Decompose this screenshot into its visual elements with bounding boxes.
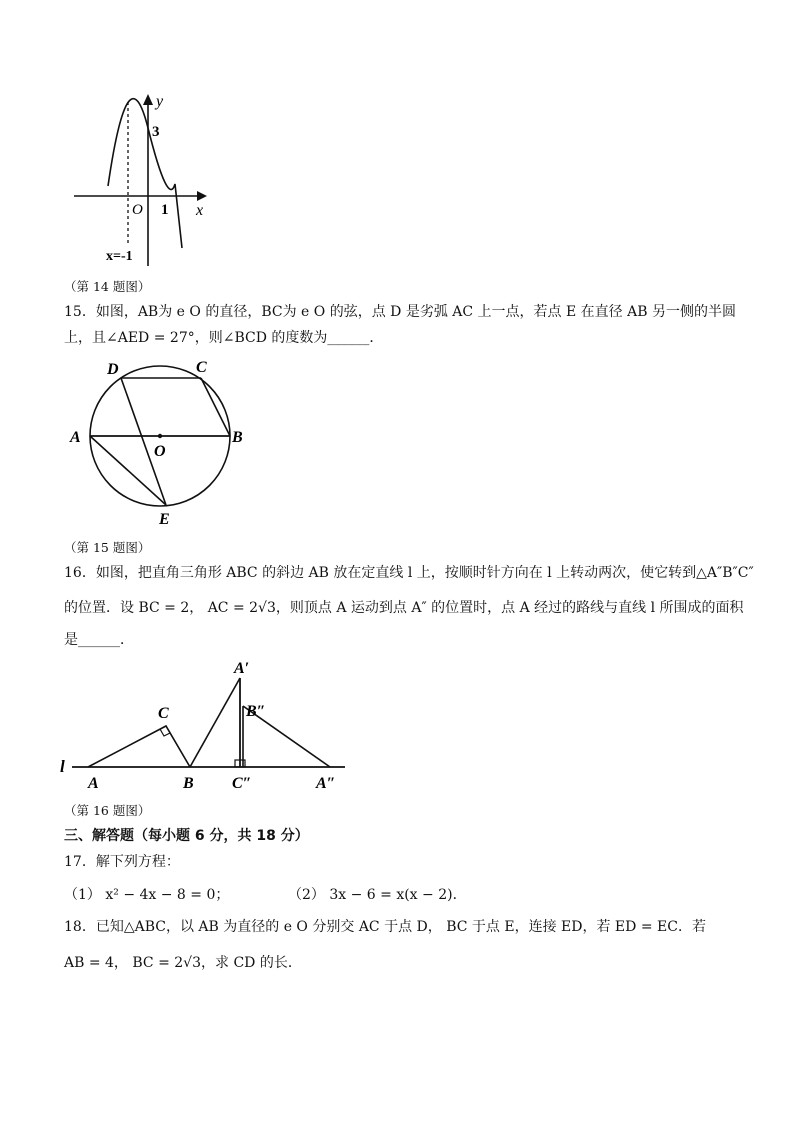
question-17-part-1: （1） x² − 4x − 8 = 0； <box>64 887 230 903</box>
question-17-part-2: （2） 3x − 6 = x(x − 2)． <box>288 887 467 903</box>
question-15-line-1: 15．如图，AB为 e O 的直径，BC为 e O 的弦，点 D 是劣弧 AC 上一点，若点 E 在直径 AB 另一侧的半圆 <box>64 304 736 320</box>
section-3-title: 三、解答题（每小题 6 分，共 18 分） <box>64 828 309 844</box>
y-axis-arrow <box>143 94 153 105</box>
question-17-stem: 17．解下列方程： <box>64 854 180 870</box>
y-axis-label: y <box>156 93 164 110</box>
origin-label: O <box>132 202 143 218</box>
figure-16-rolling-triangle <box>60 656 350 798</box>
point-c2-label: C″ <box>232 775 252 792</box>
point-a-label: A <box>70 429 81 446</box>
point-e-label: E <box>159 511 170 528</box>
point-b2-label: B″ <box>246 703 266 720</box>
figure-14-parabola <box>62 88 222 273</box>
question-18-line-2: AB = 4， BC = 2√3，求 CD 的长． <box>64 955 302 971</box>
point-c-label: C <box>158 705 169 722</box>
point-o-label: O <box>154 443 166 460</box>
question-18-line-1: 18．已知△ABC，以 AB 为直径的 e O 分别交 AC 于点 D， BC 于点 E，连接 ED，若 ED = EC．若 <box>64 919 706 935</box>
figure-14-caption: （第 14 题图） <box>64 279 151 294</box>
question-15-line-2: 上，且∠AED = 27°，则∠BCD 的度数为______． <box>64 330 384 346</box>
triangle-abc <box>88 726 190 767</box>
figure-15-circle <box>62 354 262 532</box>
point-c-label: C <box>196 359 207 376</box>
chord-de <box>121 378 166 505</box>
x-root-label: 1 <box>161 202 169 218</box>
figure-16-caption: （第 16 题图） <box>64 803 151 818</box>
x-axis-arrow <box>197 191 207 201</box>
y-intercept-label: 3 <box>152 124 160 140</box>
point-d-label: D <box>107 361 119 378</box>
point-a1-label: A′ <box>234 660 250 677</box>
segment-b-a1 <box>190 678 240 767</box>
point-a-label: A <box>88 775 99 792</box>
point-b-label: B <box>183 775 194 792</box>
question-16-line-3: 是______． <box>64 632 134 648</box>
point-b-label: B <box>232 429 243 446</box>
question-16-line-2: 的位置．设 BC = 2， AC = 2√3，则顶点 A 运动到点 A″ 的位置时，点 A 经过的路线与直线 l 所围成的面积 <box>64 600 744 616</box>
figure-15-caption: （第 15 题图） <box>64 540 151 555</box>
point-a2-label: A″ <box>316 775 336 792</box>
chord-cb <box>201 378 230 436</box>
x-axis-label: x <box>196 202 204 219</box>
symmetry-axis-label: x=-1 <box>106 249 133 264</box>
question-16-line-1: 16．如图，把直角三角形 ABC 的斜边 AB 放在定直线 l 上，按顺时针方向在 l 上转动两次，使它转到△A″B″C″ <box>64 565 754 581</box>
center-point <box>158 434 162 438</box>
line-l-label: l <box>60 757 65 776</box>
parabola-curve <box>108 99 182 248</box>
